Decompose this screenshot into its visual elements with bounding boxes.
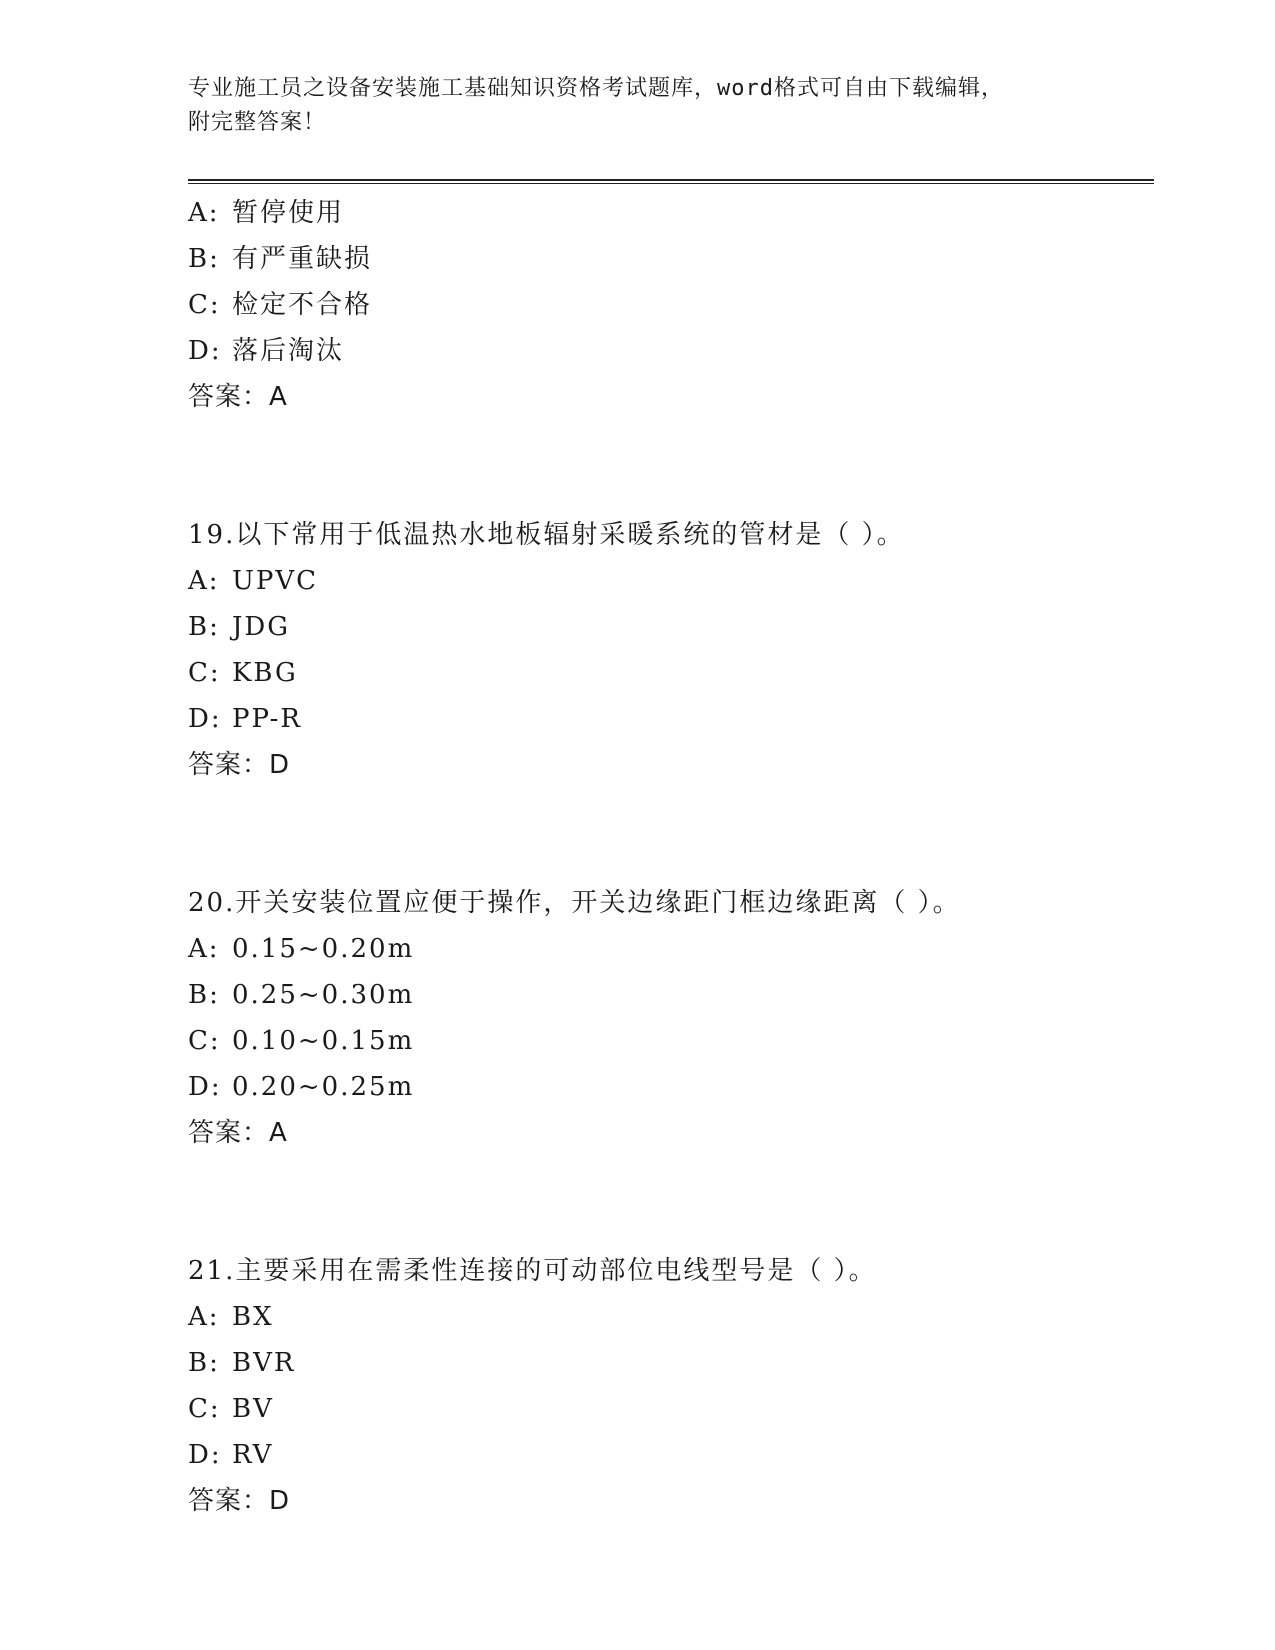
- question-text: 20.开关安装位置应便于操作，开关边缘距门框边缘距离（ ）。: [188, 888, 961, 918]
- option-d: D: RV: [188, 1440, 274, 1470]
- option-text: 0.20~0.25m: [232, 1072, 415, 1102]
- option-b: B: 有严重缺损: [188, 244, 373, 274]
- question-block-19: [188, 512, 1154, 788]
- answer-line: 答案：A: [188, 1118, 288, 1148]
- header-divider-thin: [188, 183, 1154, 184]
- option-text: 0.25~0.30m: [232, 980, 415, 1010]
- option-d: D: PP-R: [188, 704, 302, 734]
- option-c: C: 检定不合格: [188, 290, 373, 320]
- option-text: 0.10~0.15m: [232, 1026, 415, 1056]
- spacer: [188, 788, 1154, 880]
- question-list: [188, 190, 1154, 1524]
- option-text: 检定不合格: [232, 290, 373, 320]
- header-line-1: 专业施工员之设备安装施工基础知识资格考试题库，word格式可自由下载编辑，: [188, 76, 1004, 101]
- question-block-20: [188, 880, 1154, 1156]
- option-text: PP-R: [232, 704, 302, 734]
- option-text: 落后淘汰: [232, 336, 345, 366]
- option-text: RV: [232, 1440, 274, 1470]
- document-header: [188, 72, 1088, 140]
- question-block-21: [188, 1248, 1154, 1524]
- option-a: A: 0.15~0.20m: [188, 934, 415, 964]
- option-text: 有严重缺损: [232, 244, 373, 274]
- option-b: B: JDG: [188, 612, 291, 642]
- option-text: KBG: [232, 658, 298, 688]
- option-text: 暂停使用: [232, 198, 345, 228]
- option-c: C: 0.10~0.15m: [188, 1026, 415, 1056]
- answer-line: 答案：D: [188, 750, 291, 780]
- option-b: B: BVR: [188, 1348, 296, 1378]
- option-b: B: 0.25~0.30m: [188, 980, 415, 1010]
- spacer: [188, 1156, 1154, 1248]
- answer-line: 答案：D: [188, 1486, 291, 1516]
- option-d: D: 0.20~0.25m: [188, 1072, 415, 1102]
- option-text: 0.15~0.20m: [232, 934, 415, 964]
- question-text: 19.以下常用于低温热水地板辐射采暖系统的管材是（ ）。: [188, 520, 905, 550]
- question-text: 21.主要采用在需柔性连接的可动部位电线型号是（ ）。: [188, 1256, 877, 1286]
- spacer: [188, 420, 1154, 512]
- option-c: C: KBG: [188, 658, 298, 688]
- option-a: A: UPVC: [188, 566, 319, 596]
- answer-line: 答案：A: [188, 382, 288, 412]
- option-text: BVR: [232, 1348, 296, 1378]
- option-text: BX: [232, 1302, 274, 1332]
- question-block-18: [188, 190, 1154, 420]
- option-c: C: BV: [188, 1394, 274, 1424]
- option-a: A: 暂停使用: [188, 198, 345, 228]
- header-line-2: 附完整答案！: [188, 110, 327, 135]
- option-a: A: BX: [188, 1302, 274, 1332]
- option-text: UPVC: [232, 566, 319, 596]
- option-text: BV: [232, 1394, 274, 1424]
- option-d: D: 落后淘汰: [188, 336, 345, 366]
- option-text: JDG: [232, 612, 291, 642]
- header-divider-thick: [188, 179, 1154, 181]
